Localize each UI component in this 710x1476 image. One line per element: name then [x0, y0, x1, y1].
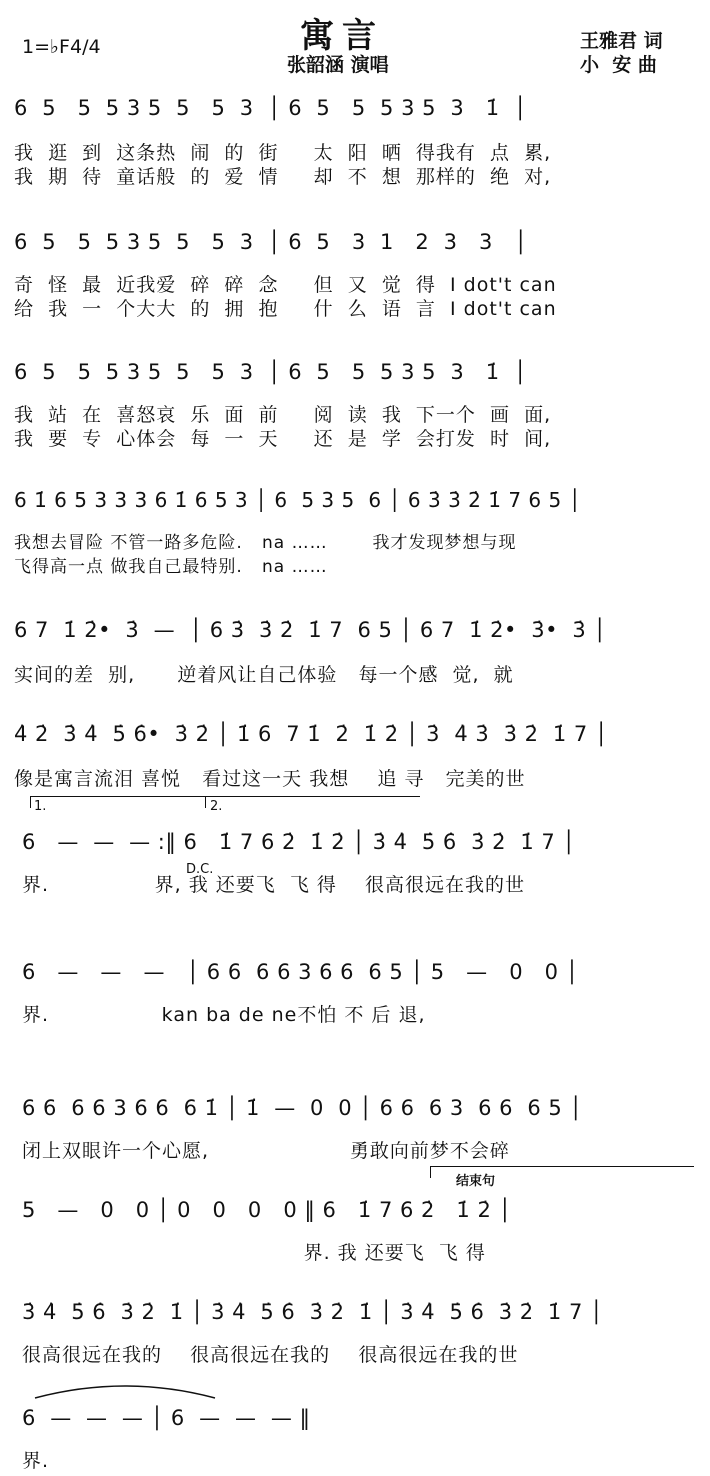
lyric-row-7a: 界. 界, 我 还要飞 飞 得 很高很远在我的世	[22, 874, 526, 896]
coda-bracket	[430, 1166, 694, 1167]
notation-row-4: 6 1̇ 6 5 3 3 3 6 1̇ 6 5 3 │ 6 5 3 5 6 │ 6 3̇ 3̇ 2̇ 1̇ 7 6 5 │	[14, 488, 582, 512]
notation-row-12: 6 — — — │ 6 — — — ‖	[22, 1406, 311, 1430]
coda-bracket-left	[430, 1166, 431, 1178]
lyric-row-3a: 我 站 在 喜怒哀 乐 面 前 阅 读 我 下一个 画 面,	[14, 404, 552, 426]
lyric-row-2b: 给 我 一 个大大 的 拥 抱 什 么 语 言 I dot't can	[14, 298, 557, 320]
key-signature: 1=♭F	[22, 36, 70, 58]
notation-row-5: 6 7 1̇ 2̇• 3̇ — │ 6 3̇ 3̇ 2̇ 1̇ 7 6 5 │ 6 7 1̇ 2̇• 3̇• 3̇ │	[14, 618, 607, 642]
notation-row-7: 6 — — — :‖ 6 1̇ 7 6 2̇ 1̇ 2̇ │ 3̇ 4̇ 5̇ 6̇ 3̇ 2̇ 1̇ 7 │	[22, 830, 576, 854]
ending-1-label: 1.	[34, 799, 47, 814]
notation-row-11: 3̇ 4̇ 5̇ 6̇ 3̇ 2̇ 1̇ │ 3̇ 4̇ 5̇ 6̇ 3̇ 2̇ 1̇ │ 3̇ 4̇ 5̇ 6̇ 3̇ 2̇ 1̇ 7 │	[22, 1300, 604, 1324]
lyricist: 王雅君 词	[580, 30, 663, 52]
composer: 小 安 曲	[580, 54, 657, 76]
lyric-row-6a: 像是寓言流泪 喜悦 看过这一天 我想 追 寻 完美的世	[14, 768, 526, 790]
lyric-row-10a: 界. 我 还要飞 飞 得	[22, 1242, 486, 1264]
song-title: 寓言	[300, 16, 384, 56]
ending-2-label: 2.	[210, 799, 223, 814]
notation-row-3: 6 5 5 5 3 5 5 5 3 │ 6 5 5 5 3 5 3 1̇ │	[14, 360, 528, 384]
lyric-row-2a: 奇 怪 最 近我爱 碎 碎 念 但 又 觉 得 I dot't can	[14, 274, 557, 296]
notation-row-6: 4̇ 2̇ 3̇ 4̇ 5̇ 6̇• 3̇ 2̇ │ 1̇ 6 7 1̇ 2̇ 1̇ 2̇ │ 3̇ 4̇ 3̇ 3̇ 2̇ 1̇ 7 │	[14, 722, 609, 746]
lyric-row-4b: 飞得高一点 做我自己最特别. na ……	[14, 557, 328, 577]
volta-bracket-1-left	[30, 796, 31, 808]
ending-section-label: 结束句	[456, 1174, 496, 1189]
lyric-row-8a: 界. kan ba de ne不怕 不 后 退,	[22, 1004, 426, 1026]
lyric-row-4a: 我想去冒险 不管一路多危险. na …… 我才发现梦想与现	[14, 533, 517, 553]
lyric-row-1b: 我 期 待 童话般 的 爱 情 却 不 想 那样的 绝 对,	[14, 166, 552, 188]
notation-row-9: 6 6 6 6 3 6 6 6 1̇ │ 1̇ — 0 0 │ 6 6 6 3 6 6 6 5 │	[22, 1096, 583, 1120]
lyric-row-5a: 实间的差 别, 逆着风让自己体验 每一个感 觉, 就	[14, 664, 514, 686]
notation-row-10: 5 — 0 0 │ 0 0 0 0 ‖ 6 1̇ 7 6 2̇ 1̇ 2̇ │	[22, 1198, 512, 1222]
volta-bracket-2-left	[205, 796, 206, 808]
lyric-row-12a: 界.	[22, 1450, 50, 1472]
lyric-row-9a: 闭上双眼许一个心愿, 勇敢向前梦不会碎	[22, 1140, 510, 1162]
notation-row-2: 6 5 5 5 3 5 5 5 3 │ 6 5 3 1 2 3 3 │	[14, 230, 528, 254]
lyric-row-3b: 我 要 专 心体会 每 一 天 还 是 学 会打发 时 间,	[14, 428, 552, 450]
volta-bracket-1	[30, 796, 420, 797]
dc-marking: D.C.	[186, 862, 214, 877]
notation-row-1: 6 5 5 5 3 5 5 5 3 │ 6 5 5 5 3 5 3 1̇ │	[14, 96, 528, 120]
singer: 张韶涵 演唱	[287, 54, 389, 76]
tie-arc	[30, 1380, 220, 1400]
notation-row-8: 6 — — — │ 6 6 6 6 3 6 6 6 5 │ 5 — 0 0 │	[22, 960, 579, 984]
time-signature: 4/4	[70, 36, 101, 58]
lyric-row-1a: 我 逛 到 这条热 闹 的 街 太 阳 晒 得我有 点 累,	[14, 142, 552, 164]
lyric-row-11a: 很高很远在我的 很高很远在我的 很高很远在我的世	[22, 1344, 519, 1366]
